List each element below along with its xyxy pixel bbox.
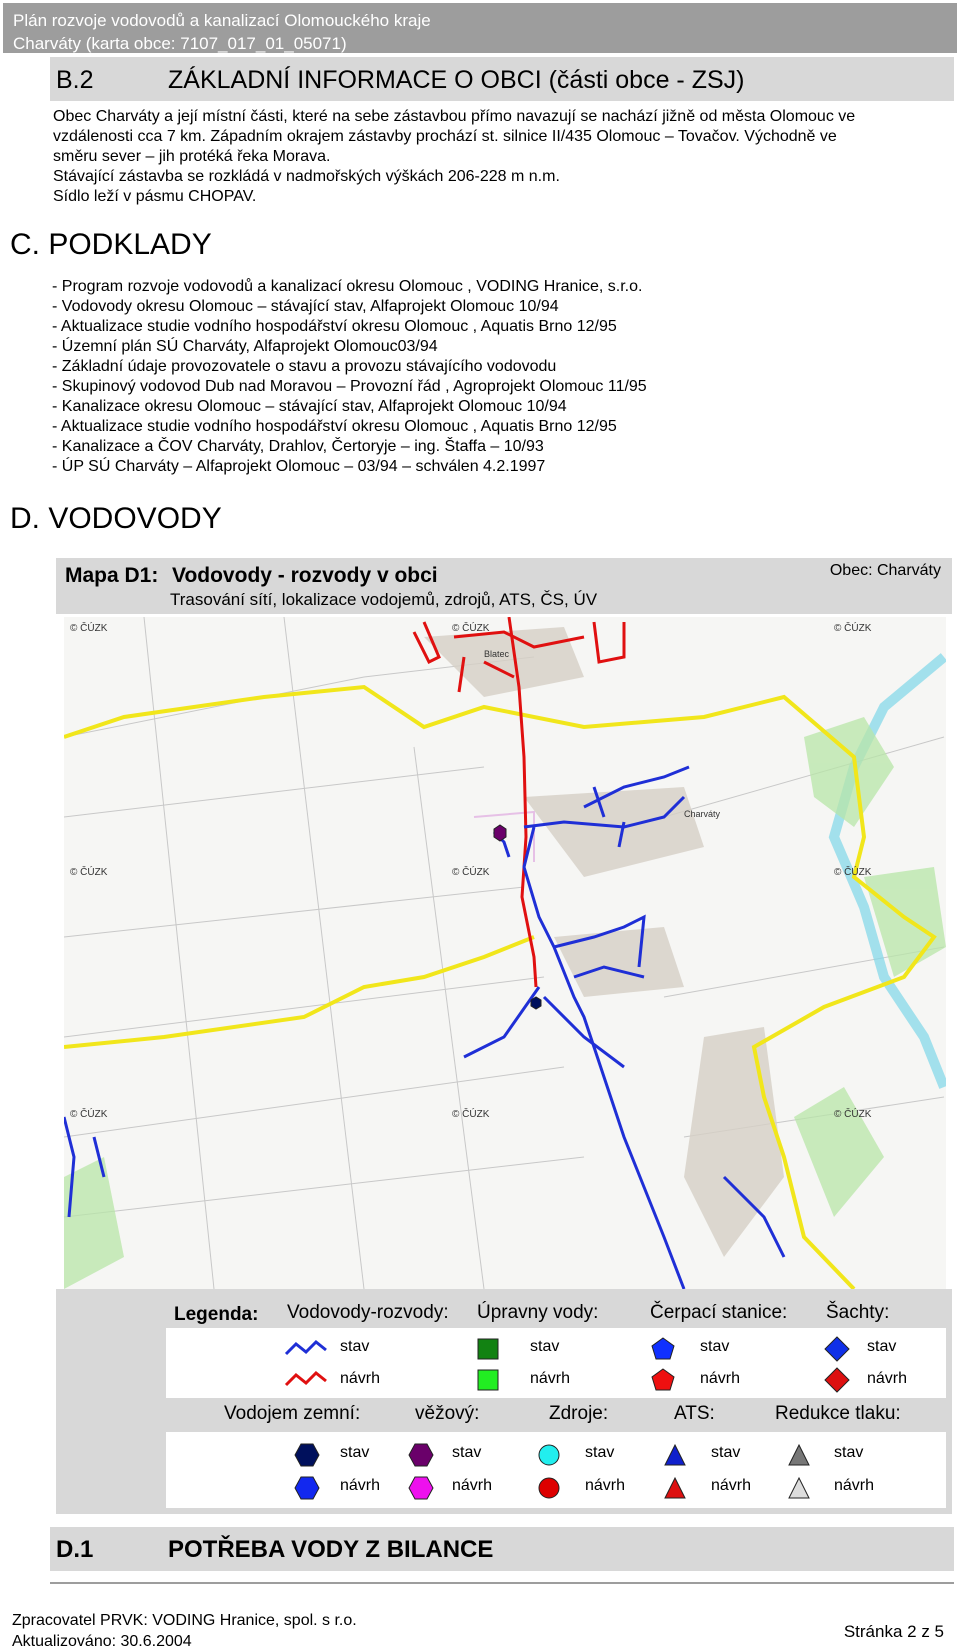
intro-line-1: Obec Charváty a její místní části, které na sebe zástavbou přímo navazují se nachází jižně od města Olomouc ve bbox=[53, 108, 856, 125]
cerpaci-stanice-navrh-icon bbox=[650, 1367, 676, 1393]
legend-ats: ATS: bbox=[674, 1403, 715, 1424]
map-label: Mapa D1: bbox=[65, 564, 159, 587]
map-cuzk-label: © ČÚZK bbox=[70, 1109, 108, 1120]
redukce-tlaku-stav-icon bbox=[787, 1443, 811, 1467]
section-b2-heading bbox=[50, 57, 954, 101]
legend-stav: stav bbox=[700, 1338, 730, 1355]
footer-aktualizovano: Aktualizováno: 30.6.2004 bbox=[12, 1633, 192, 1650]
list-item: - Skupinový vodovod Dub nad Moravou – Provozní řád , Agroprojekt Olomouc 11/95 bbox=[52, 378, 647, 395]
map-title-box bbox=[56, 558, 952, 614]
footer-divider bbox=[50, 1582, 954, 1584]
legend-upravny: Úpravny vody: bbox=[477, 1302, 599, 1323]
section-title: POTŘEBA VODY Z BILANCE bbox=[168, 1536, 494, 1563]
legend-stav: stav bbox=[340, 1444, 370, 1461]
list-item: - Kanalizace a ČOV Charváty, Drahlov, Čertoryje – ing. Štaffa – 10/93 bbox=[52, 438, 544, 455]
legend-panel-1 bbox=[166, 1328, 946, 1398]
map-name: Vodovody - rozvody v obci bbox=[172, 564, 438, 587]
vodovod-navrh-icon bbox=[284, 1369, 328, 1389]
vodovod-stav-icon bbox=[284, 1338, 328, 1358]
section-number: B.2 bbox=[56, 66, 94, 94]
section-number: D.1 bbox=[56, 1536, 94, 1563]
list-item: - Základní údaje provozovatele o stavu a provozu stávajícího vodovodu bbox=[52, 358, 557, 375]
legend-zdroje: Zdroje: bbox=[549, 1403, 609, 1424]
header-subtitle: Charváty (karta obce: 7107_017_01_05071) bbox=[13, 34, 347, 53]
section-title: ZÁKLADNÍ INFORMACE O OBCI (části obce - ZSJ) bbox=[168, 66, 745, 94]
legend-redukce: Redukce tlaku: bbox=[775, 1403, 901, 1424]
map-cuzk-label: © ČÚZK bbox=[452, 1109, 490, 1120]
legend-title: Legenda: bbox=[174, 1304, 259, 1325]
list-item: - Aktualizace studie vodního hospodářství okresu Olomouc , Aquatis Brno 12/95 bbox=[52, 418, 617, 435]
intro-line-3: směru sever – jih protéká řeka Morava. bbox=[53, 148, 331, 165]
intro-line-2: vzdálenosti cca 7 km. Západním okrajem zástavby prochází st. silnice II/435 Olomouc – Tovačov. Východně ve bbox=[53, 128, 837, 145]
legend-stav: stav bbox=[867, 1338, 897, 1355]
legend-navrh: návrh bbox=[340, 1370, 381, 1387]
legend-vezovy: věžový: bbox=[415, 1403, 480, 1424]
list-item: - ÚP SÚ Charváty – Alfaprojekt Olomouc – 03/94 – schválen 4.2.1997 bbox=[52, 458, 546, 475]
vodojem-vezovy-stav-icon bbox=[408, 1443, 434, 1467]
legend-stav: stav bbox=[711, 1444, 741, 1461]
upravna-stav-icon bbox=[477, 1338, 499, 1360]
list-item: - Program rozvoje vodovodů a kanalizací okresu Olomouc , VODING Hranice, s.r.o. bbox=[52, 278, 643, 295]
page-number: Stránka 2 z 5 bbox=[843, 1622, 944, 1641]
intro-line-5: Sídlo leží v pásmu CHOPAV. bbox=[53, 188, 257, 205]
map-svg bbox=[64, 617, 946, 1289]
cerpaci-stanice-stav-icon bbox=[650, 1336, 676, 1362]
legend-navrh: návrh bbox=[700, 1370, 741, 1387]
legend-stav: stav bbox=[340, 1338, 370, 1355]
legend-navrh: návrh bbox=[711, 1477, 752, 1494]
legend-panel-2 bbox=[166, 1432, 946, 1508]
map-cuzk-label: © ČÚZK bbox=[70, 867, 108, 878]
ats-navrh-icon bbox=[663, 1476, 687, 1500]
document-header bbox=[3, 3, 957, 53]
map-cuzk-label: © ČÚZK bbox=[834, 623, 872, 634]
legend-vodojem: Vodojem zemní: bbox=[224, 1403, 361, 1424]
section-c-heading: C. PODKLADY bbox=[10, 228, 212, 261]
water-network-map bbox=[64, 617, 946, 1289]
legend-stav: stav bbox=[585, 1444, 615, 1461]
legend-stav: stav bbox=[834, 1444, 864, 1461]
footer-zpracovatel: Zpracovatel PRVK: VODING Hranice, spol. s r.o. bbox=[12, 1612, 357, 1629]
legend-stav: stav bbox=[452, 1444, 482, 1461]
list-item: - Kanalizace okresu Olomouc – stávající stav, Alfaprojekt Olomouc 10/94 bbox=[52, 398, 567, 415]
podklady-list bbox=[52, 277, 647, 477]
legend-navrh: návrh bbox=[585, 1477, 626, 1494]
list-item: - Vodovody okresu Olomouc – stávající stav, Alfaprojekt Olomouc 10/94 bbox=[52, 298, 559, 315]
map-cuzk-label: © ČÚZK bbox=[70, 623, 108, 634]
legend-navrh: návrh bbox=[867, 1370, 908, 1387]
legend-navrh: návrh bbox=[530, 1370, 571, 1387]
list-item: - Územní plán SÚ Charváty, Alfaprojekt Olomouc03/94 bbox=[52, 338, 438, 355]
map-subtitle: Trasování sítí, lokalizace vodojemů, zdrojů, ATS, ČS, ÚV bbox=[170, 590, 598, 609]
ats-stav-icon bbox=[663, 1443, 687, 1467]
vodojem-vezovy-navrh-icon bbox=[408, 1476, 434, 1500]
zdroj-stav-icon bbox=[537, 1443, 561, 1467]
list-item: - Aktualizace studie vodního hospodářství okresu Olomouc , Aquatis Brno 12/95 bbox=[52, 318, 617, 335]
vodojem-zemni-navrh-icon bbox=[294, 1476, 320, 1500]
legend-navrh: návrh bbox=[340, 1477, 381, 1494]
sachta-stav-icon bbox=[824, 1336, 850, 1362]
map-cuzk-label: © ČÚZK bbox=[452, 623, 490, 634]
map-cuzk-label: © ČÚZK bbox=[834, 1109, 872, 1120]
legend-stav: stav bbox=[530, 1338, 560, 1355]
legend-cerpaci: Čerpací stanice: bbox=[650, 1302, 788, 1323]
legend-navrh: návrh bbox=[834, 1477, 875, 1494]
legend-vodovody: Vodovody-rozvody: bbox=[287, 1302, 449, 1323]
sachta-navrh-icon bbox=[824, 1367, 850, 1393]
map-cuzk-label: © ČÚZK bbox=[834, 867, 872, 878]
map-place-blatec: Blatec bbox=[484, 649, 510, 659]
zdroj-navrh-icon bbox=[537, 1476, 561, 1500]
map-obec: Obec: Charváty bbox=[829, 562, 941, 579]
section-d1-heading bbox=[50, 1527, 954, 1571]
intro-line-4: Stávající zástavba se rozkládá v nadmořských výškách 206-228 m n.m. bbox=[53, 168, 560, 185]
vodojem-zemni-stav-icon bbox=[294, 1443, 320, 1467]
redukce-tlaku-navrh-icon bbox=[787, 1476, 811, 1500]
upravna-navrh-icon bbox=[477, 1369, 499, 1391]
section-d-heading: D. VODOVODY bbox=[10, 502, 222, 535]
header-title: Plán rozvoje vodovodů a kanalizací Olomouckého kraje bbox=[13, 11, 431, 30]
legend-navrh: návrh bbox=[452, 1477, 493, 1494]
map-cuzk-label: © ČÚZK bbox=[452, 867, 490, 878]
legend-sachty: Šachty: bbox=[826, 1302, 890, 1323]
map-place-charvaty: Charváty bbox=[684, 809, 721, 819]
